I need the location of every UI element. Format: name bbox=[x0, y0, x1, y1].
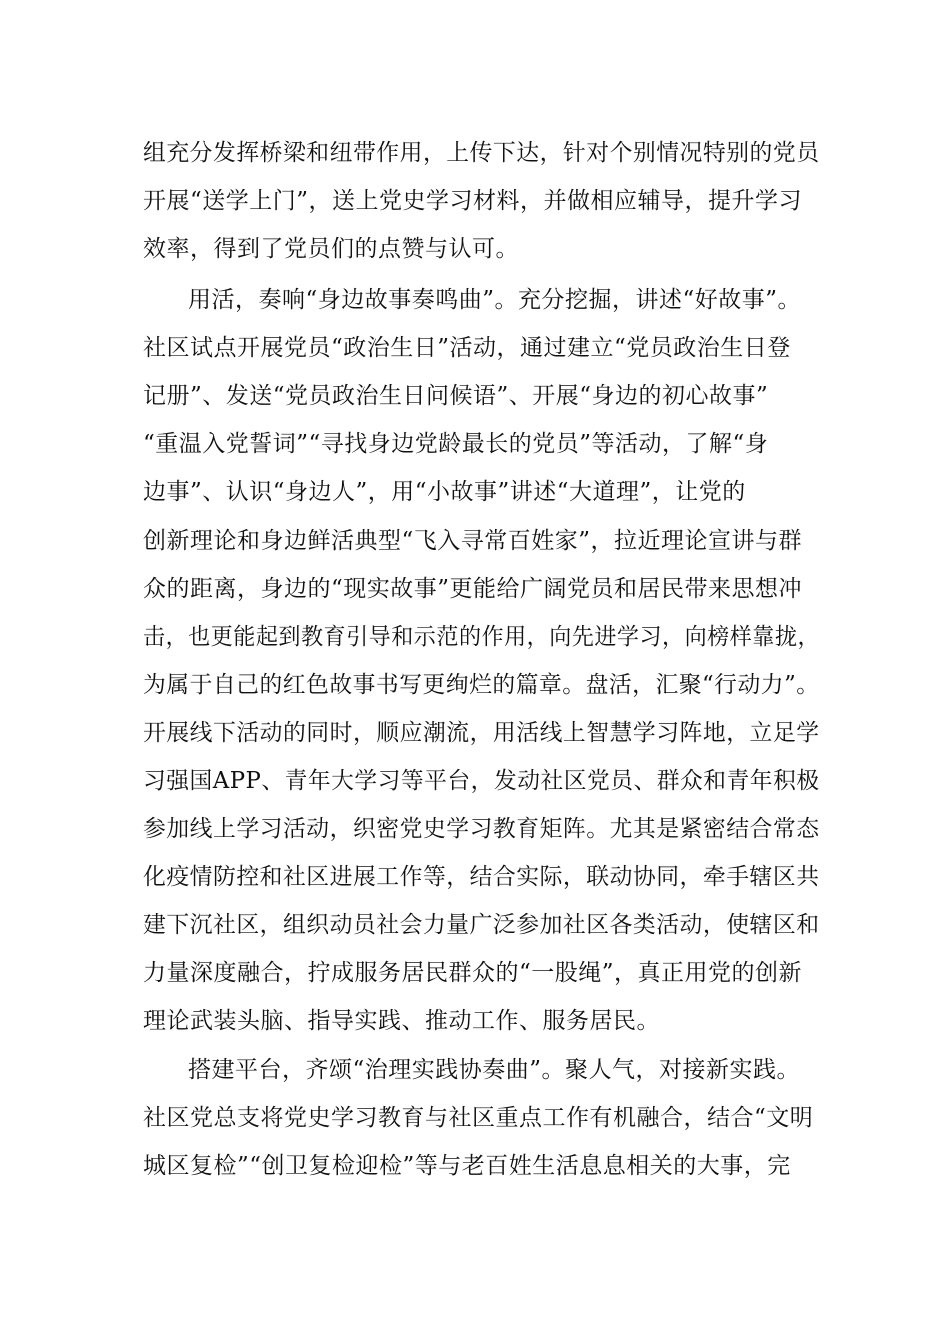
text-line bbox=[0, 905, 950, 945]
text-line bbox=[0, 1098, 950, 1138]
text-line-content: 理论武装头脑、指导实践、推动工作、服务居民。 bbox=[143, 1008, 660, 1034]
text-line-content: 习强国APP、青年大学习等平台，发动社区党员、群众和青年积极 bbox=[143, 768, 820, 794]
text-line bbox=[0, 328, 950, 368]
text-line bbox=[0, 1001, 950, 1041]
text-line bbox=[0, 953, 950, 993]
text-line-content: 创新理论和身边鲜活典型“飞入寻常百姓家”，拉近理论宣讲与群 bbox=[143, 528, 803, 554]
text-line bbox=[0, 133, 950, 173]
text-line-content: 组充分发挥桥梁和纽带作用，上传下达，针对个别情况特别的党员 bbox=[143, 140, 820, 166]
text-line-content: 开展线下活动的同时，顺应潮流，用活线上智慧学习阵地，立足学 bbox=[143, 720, 820, 746]
text-line bbox=[0, 569, 950, 609]
text-line-content: 效率，得到了党员们的点赞与认可。 bbox=[143, 236, 519, 262]
text-line-content: 击，也更能起到教育引导和示范的作用，向先进学习，向榜样靠拢， bbox=[143, 624, 821, 650]
text-line bbox=[0, 1146, 950, 1186]
text-line-content: 边事”、认识“身边人”，用“小故事”讲述“大道理”，让党的 bbox=[143, 479, 746, 505]
text-line bbox=[0, 376, 950, 416]
text-line-content: 社区试点开展党员“政治生日”活动，通过建立“党员政治生日登 bbox=[143, 335, 791, 361]
text-line-content: 化疫情防控和社区进展工作等，结合实际，联动协同，牵手辖区共 bbox=[143, 864, 820, 890]
text-line bbox=[0, 472, 950, 512]
text-line-content: 开展“送学上门”，送上党史学习材料，并做相应辅导，提升学习 bbox=[143, 188, 803, 214]
text-line bbox=[0, 809, 950, 849]
text-line bbox=[0, 181, 950, 221]
text-line-content: 城区复检”“创卫复检迎检”等与老百姓生活息息相关的大事，完 bbox=[143, 1153, 791, 1179]
text-line bbox=[0, 857, 950, 897]
text-line-content: 力量深度融合，拧成服务居民群众的“一股绳”，真正用党的创新 bbox=[143, 960, 803, 986]
text-line-content: 用活，奏响“身边故事奏鸣曲”。充分挖掘，讲述“好故事”。 bbox=[188, 287, 802, 313]
text-line-content: 为属于自己的红色故事书写更绚烂的篇章。盘活，汇聚“行动力”。 bbox=[143, 672, 820, 698]
text-line-content: 众的距离，身边的“现实故事”更能给广阔党员和居民带来思想冲 bbox=[143, 576, 803, 602]
text-line bbox=[0, 229, 950, 269]
text-line-content: 建下沉社区，组织动员社会力量广泛参加社区各类活动，使辖区和 bbox=[143, 912, 820, 938]
paragraph-first-line bbox=[0, 1050, 950, 1090]
text-line-content: 记册”、发送“党员政治生日问候语”、开展“身边的初心故事” bbox=[143, 383, 769, 409]
paragraph-first-line bbox=[0, 280, 950, 320]
text-line-content: 参加线上学习活动，织密党史学习教育矩阵。尤其是紧密结合常态 bbox=[143, 816, 820, 842]
text-line bbox=[0, 617, 950, 657]
text-line bbox=[0, 424, 950, 464]
text-line bbox=[0, 665, 950, 705]
text-line bbox=[0, 521, 950, 561]
text-line-content: 社区党总支将党史学习教育与社区重点工作有机融合，结合“文明 bbox=[143, 1105, 814, 1131]
text-line-content: 搭建平台，齐颂“治理实践协奏曲”。聚人气，对接新实践。 bbox=[188, 1057, 801, 1083]
text-line bbox=[0, 713, 950, 753]
text-line-content: “重温入党誓词”“寻找身边党龄最长的党员”等活动，了解“身 bbox=[143, 431, 769, 457]
text-line bbox=[0, 761, 950, 801]
